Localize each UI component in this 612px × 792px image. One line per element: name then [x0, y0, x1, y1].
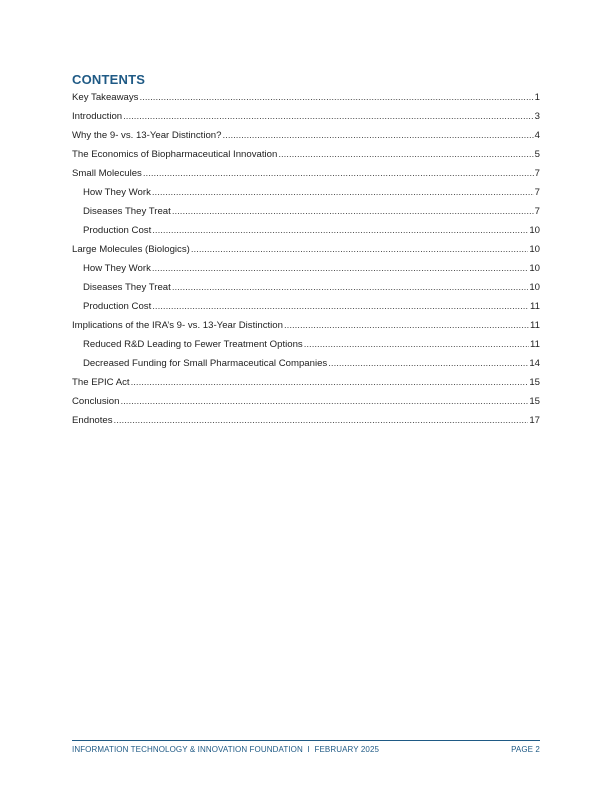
footer-page-number: PAGE 2 [511, 745, 540, 754]
dot-leader [152, 262, 528, 275]
toc-entry-title: Production Cost [83, 301, 152, 312]
toc-entry-page: 11 [530, 301, 540, 312]
toc-entry-introduction[interactable] [72, 110, 540, 129]
toc-entry-title: Key Takeaways [72, 92, 139, 103]
toc-entry-small-diseases[interactable] [72, 205, 540, 224]
toc-entry-page: 17 [529, 415, 540, 426]
toc-entry-economics[interactable] [72, 148, 540, 167]
dot-leader [284, 319, 529, 332]
toc-entry-page: 10 [529, 244, 540, 255]
toc-entry-reduced-rd[interactable] [72, 338, 540, 357]
dot-leader [172, 205, 534, 218]
dot-leader [143, 167, 534, 180]
toc-entry-large-how-they-work[interactable] [72, 262, 540, 281]
toc-entry-title: Endnotes [72, 415, 113, 426]
toc-entry-title: Production Cost [83, 225, 152, 236]
toc-entry-title: How They Work [83, 263, 151, 274]
toc-entry-large-production-cost[interactable] [72, 300, 540, 319]
toc-entry-page: 10 [529, 282, 540, 293]
toc-entry-large-molecules[interactable] [72, 243, 540, 262]
toc-entry-page: 14 [529, 358, 540, 369]
footer-separator: I [307, 745, 310, 754]
toc-entry-title: The Economics of Biopharmaceutical Innovation [72, 149, 278, 160]
toc-entry-implications[interactable] [72, 319, 540, 338]
toc-entry-page: 5 [534, 149, 540, 160]
toc-entry-title: Implications of the IRA’s 9- vs. 13-Year Distinction [72, 320, 283, 331]
dot-leader [328, 357, 528, 370]
dot-leader [278, 148, 533, 161]
dot-leader [152, 300, 529, 313]
toc-entry-title: The EPIC Act [72, 377, 130, 388]
page-footer [72, 745, 540, 754]
dot-leader [152, 224, 528, 237]
footer-left [72, 745, 379, 754]
toc-entry-title: How They Work [83, 187, 151, 198]
dot-leader [304, 338, 529, 351]
toc-entry-page: 10 [529, 263, 540, 274]
dot-leader [152, 186, 534, 199]
toc-entry-epic-act[interactable] [72, 376, 540, 395]
toc-entry-large-diseases[interactable] [72, 281, 540, 300]
toc-entry-page: 7 [534, 206, 540, 217]
footer-date: FEBRUARY 2025 [314, 745, 380, 754]
toc-entry-title: Large Molecules (Biologics) [72, 244, 190, 255]
toc-entry-title: Decreased Funding for Small Pharmaceutical Companies [83, 358, 328, 369]
dot-leader [172, 281, 529, 294]
toc-entry-title: Diseases They Treat [83, 206, 171, 217]
toc-entry-page: 11 [530, 339, 540, 350]
table-of-contents [72, 91, 540, 433]
toc-entry-endnotes[interactable] [72, 414, 540, 433]
toc-entry-page: 15 [529, 377, 540, 388]
toc-entry-title: Conclusion [72, 396, 120, 407]
dot-leader [222, 129, 533, 142]
toc-entry-page: 4 [534, 130, 540, 141]
dot-leader [139, 91, 533, 104]
toc-entry-key-takeaways[interactable] [72, 91, 540, 110]
footer-organization: INFORMATION TECHNOLOGY & INNOVATION FOUNDATION [72, 745, 303, 754]
toc-entry-page: 7 [534, 187, 540, 198]
footer-divider [72, 740, 540, 741]
toc-entry-title: Diseases They Treat [83, 282, 171, 293]
toc-entry-page: 3 [534, 111, 540, 122]
dot-leader [120, 395, 528, 408]
dot-leader [114, 414, 529, 427]
dot-leader [123, 110, 534, 123]
toc-entry-page: 11 [530, 320, 540, 331]
toc-entry-decreased-funding[interactable] [72, 357, 540, 376]
toc-entry-page: 15 [529, 396, 540, 407]
toc-entry-page: 7 [534, 168, 540, 179]
toc-entry-why-distinction[interactable] [72, 129, 540, 148]
dot-leader [131, 376, 529, 389]
toc-entry-small-molecules[interactable] [72, 167, 540, 186]
toc-heading: CONTENTS [72, 72, 146, 87]
toc-entry-small-how-they-work[interactable] [72, 186, 540, 205]
toc-entry-small-production-cost[interactable] [72, 224, 540, 243]
dot-leader [191, 243, 528, 256]
toc-entry-title: Small Molecules [72, 168, 142, 179]
toc-entry-title: Why the 9- vs. 13-Year Distinction? [72, 130, 222, 141]
toc-entry-page: 1 [534, 92, 540, 103]
toc-entry-conclusion[interactable] [72, 395, 540, 414]
toc-entry-title: Reduced R&D Leading to Fewer Treatment Options [83, 339, 303, 350]
toc-entry-page: 10 [529, 225, 540, 236]
toc-entry-title: Introduction [72, 111, 123, 122]
